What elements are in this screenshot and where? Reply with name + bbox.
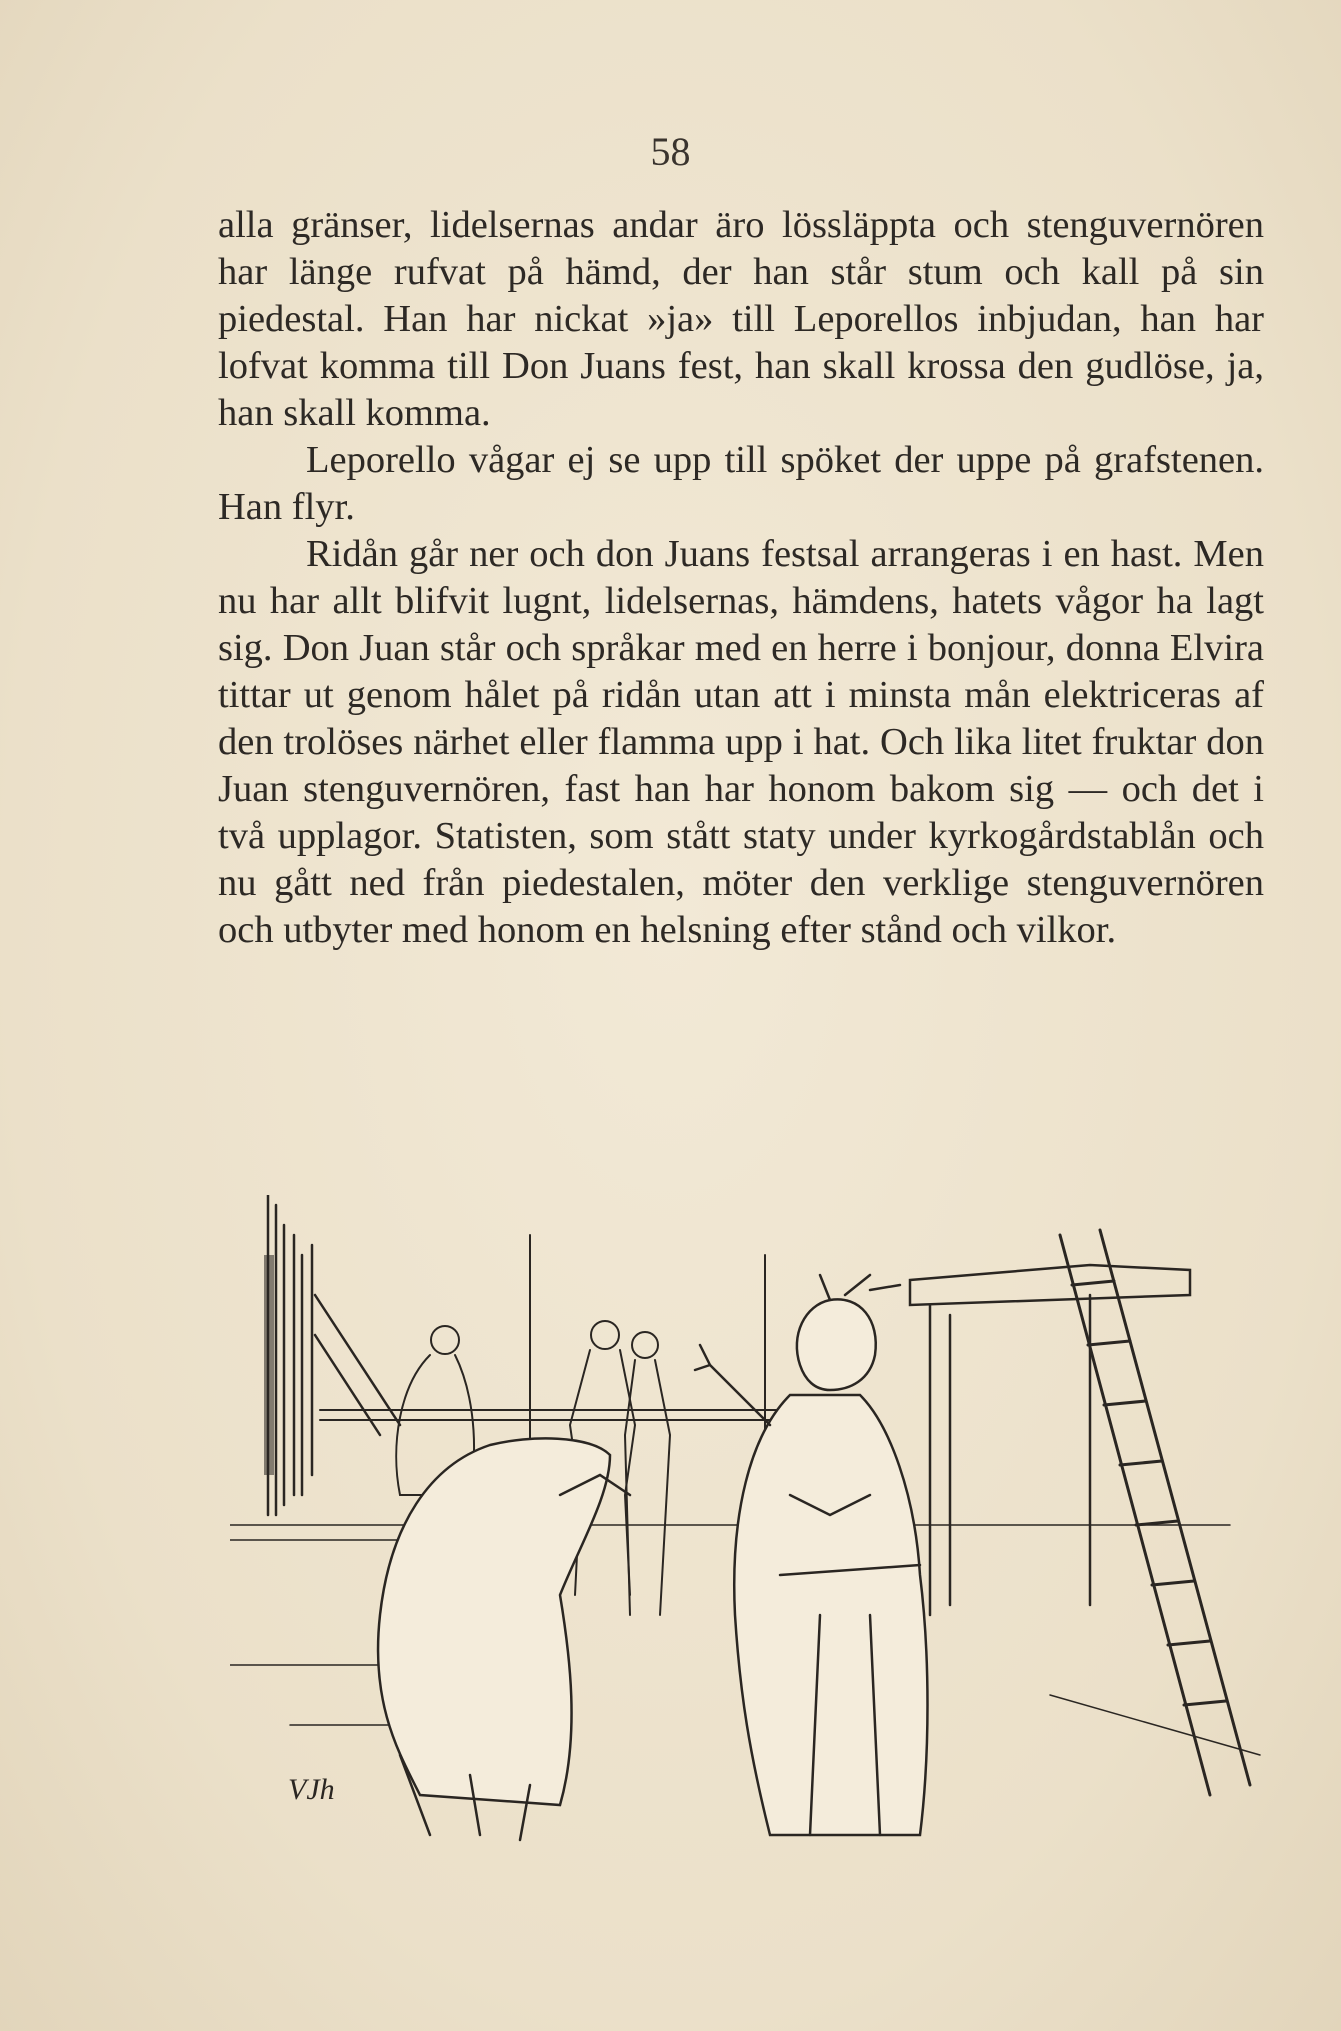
paragraph-2: Leporello vågar ej se upp till spöket der uppe på grafstenen. Han flyr. xyxy=(218,439,1264,528)
body-text xyxy=(218,202,1264,954)
statue-figure xyxy=(695,1275,928,1835)
paragraph-1: alla gränser, lidelsernas andar äro lössläppta och stenguvernören har länge rufvat på hämd, der han står stum och kall på sin piedestal. Han har nickat »ja» till Leporellos inbjudan, han har lofvat komma till Don Juans fest, han skall krossa den gudlöse, ja, han skall komma. xyxy=(218,204,1264,434)
ladder-drawing xyxy=(1060,1230,1250,1795)
artist-signature: VJh xyxy=(288,1773,335,1806)
backstage-illustration xyxy=(230,1195,1270,1865)
paragraph-3: Ridån går ner och don Juans festsal arrangeras i en hast. Men nu har allt blifvit lugnt, lidelsernas, hämdens, hatets vågor ha lagt sig. Don Juan står och språkar med en herre i bonjour, donna Elvira tittar ut genom hålet på ridån utan att i minsta mån elektriceras af den trolöses närhet eller flamma upp i hat. Och lika litet fruktar don Juan stenguvernören, fast han har honom bakom sig — och det i två upplagor. Statisten, som stått staty under kyrkogårdstablån och nu gått ned från piedestalen, möter den verklige stenguvernören och utbyter med honom en helsning efter stånd och vilkor. xyxy=(218,533,1264,951)
cloaked-figure xyxy=(378,1438,630,1840)
scenery-wings xyxy=(264,1195,400,1515)
page-number: 58 xyxy=(650,129,691,174)
